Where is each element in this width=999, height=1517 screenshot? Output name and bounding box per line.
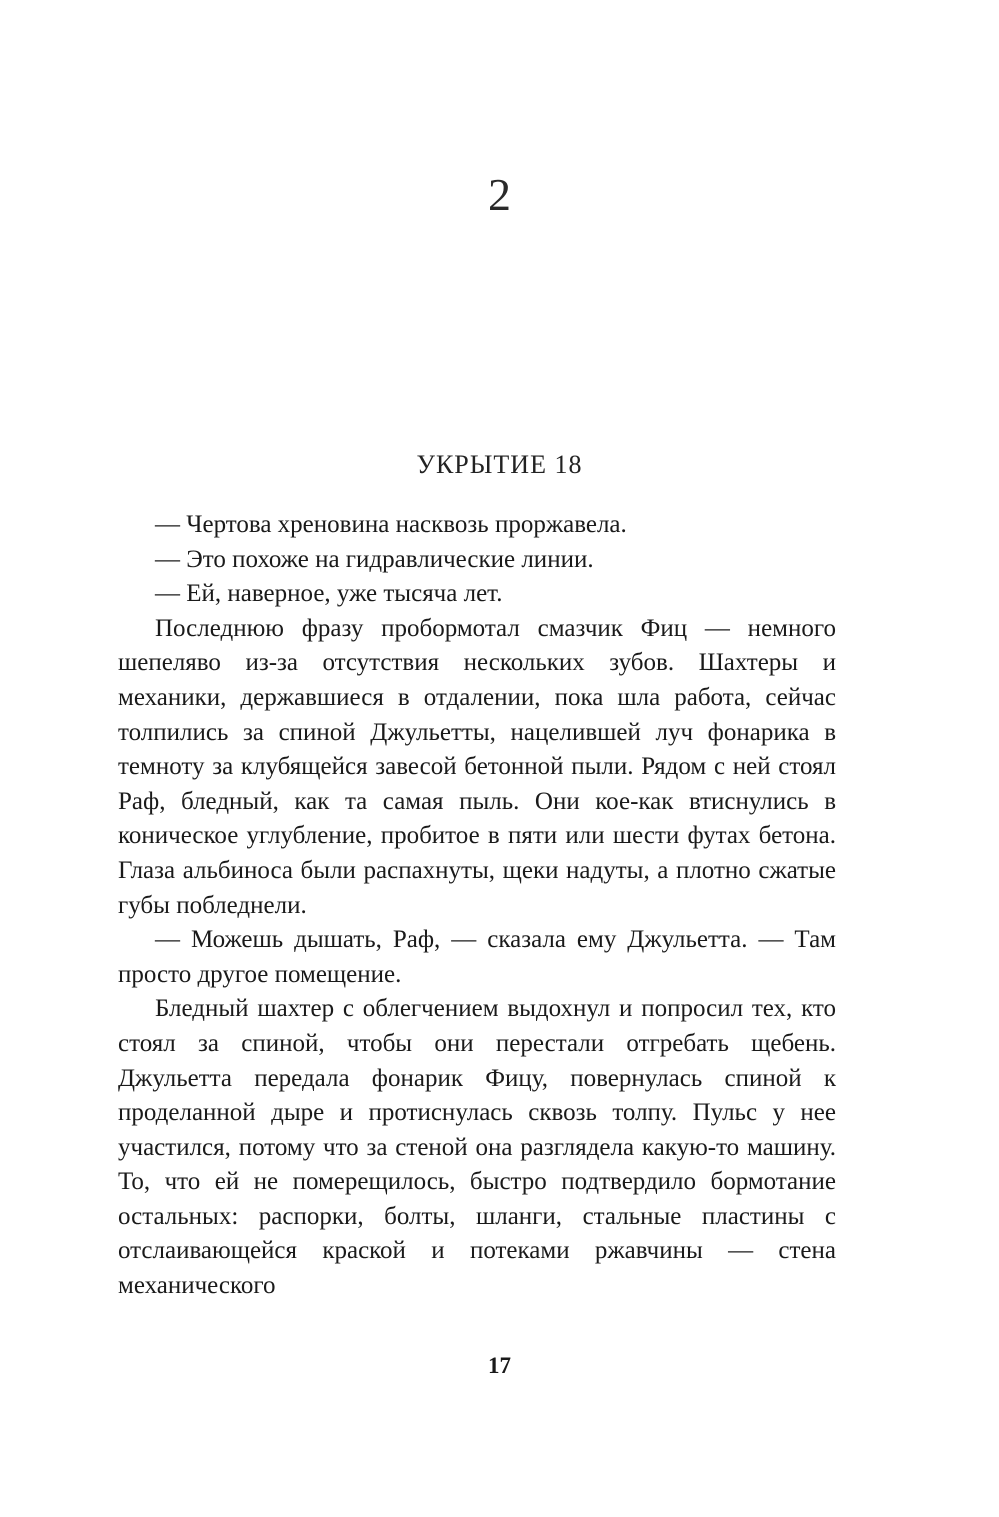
body-text	[118, 508, 836, 1304]
page-number: 17	[488, 1353, 511, 1378]
paragraph: — Можешь дышать, Раф, — сказала ему Джульетта. — Там просто другое помещение.	[118, 926, 836, 988]
paragraph: — Это похоже на гидравлические линии.	[155, 545, 594, 573]
chapter-title: УКРЫТИЕ 18	[416, 450, 583, 479]
paragraph: — Ей, наверное, уже тысяча лет.	[155, 580, 503, 608]
chapter-number: 2	[488, 169, 511, 220]
paragraph: — Чертова хреновина насквозь проржавела.	[155, 511, 627, 538]
paragraph: Последнюю фразу пробормотал смазчик Фиц — немного шепеляво из-за отсутствия нескольких зубов. Шахтеры и механики, державшиеся в отдалении, пока шла работа, сейчас толпились за спиной Джульетты, нацелившей луч фонарика в темноту за клубящейся завесой бетонной пыли. Рядом с ней стоял Раф, бледный, как та самая пыль. Они кое-как втиснулись в коническое углубление, пробитое в пяти или шести футах бетона. Глаза альбиноса были распахнуты, щеки надуты, а плотно сжатые губы побледнели.	[118, 614, 836, 919]
paragraph: Бледный шахтер с облегчением выдохнул и попросил тех, кто стоял за спиной, чтобы они перестали отгребать щебень. Джульетта передала фонарик Фицу, повернулась спиной к проделанной дыре и протиснулась сквозь толпу. Пульс у нее участился, потому что за стеной она разглядела какую-то машину. То, что ей не померещилось, быстро подтвердило бормотание остальных: распорки, болты, шланги, стальные пластины с отслаивающейся краской и потеками ржавчины — стена механического	[118, 995, 836, 1300]
